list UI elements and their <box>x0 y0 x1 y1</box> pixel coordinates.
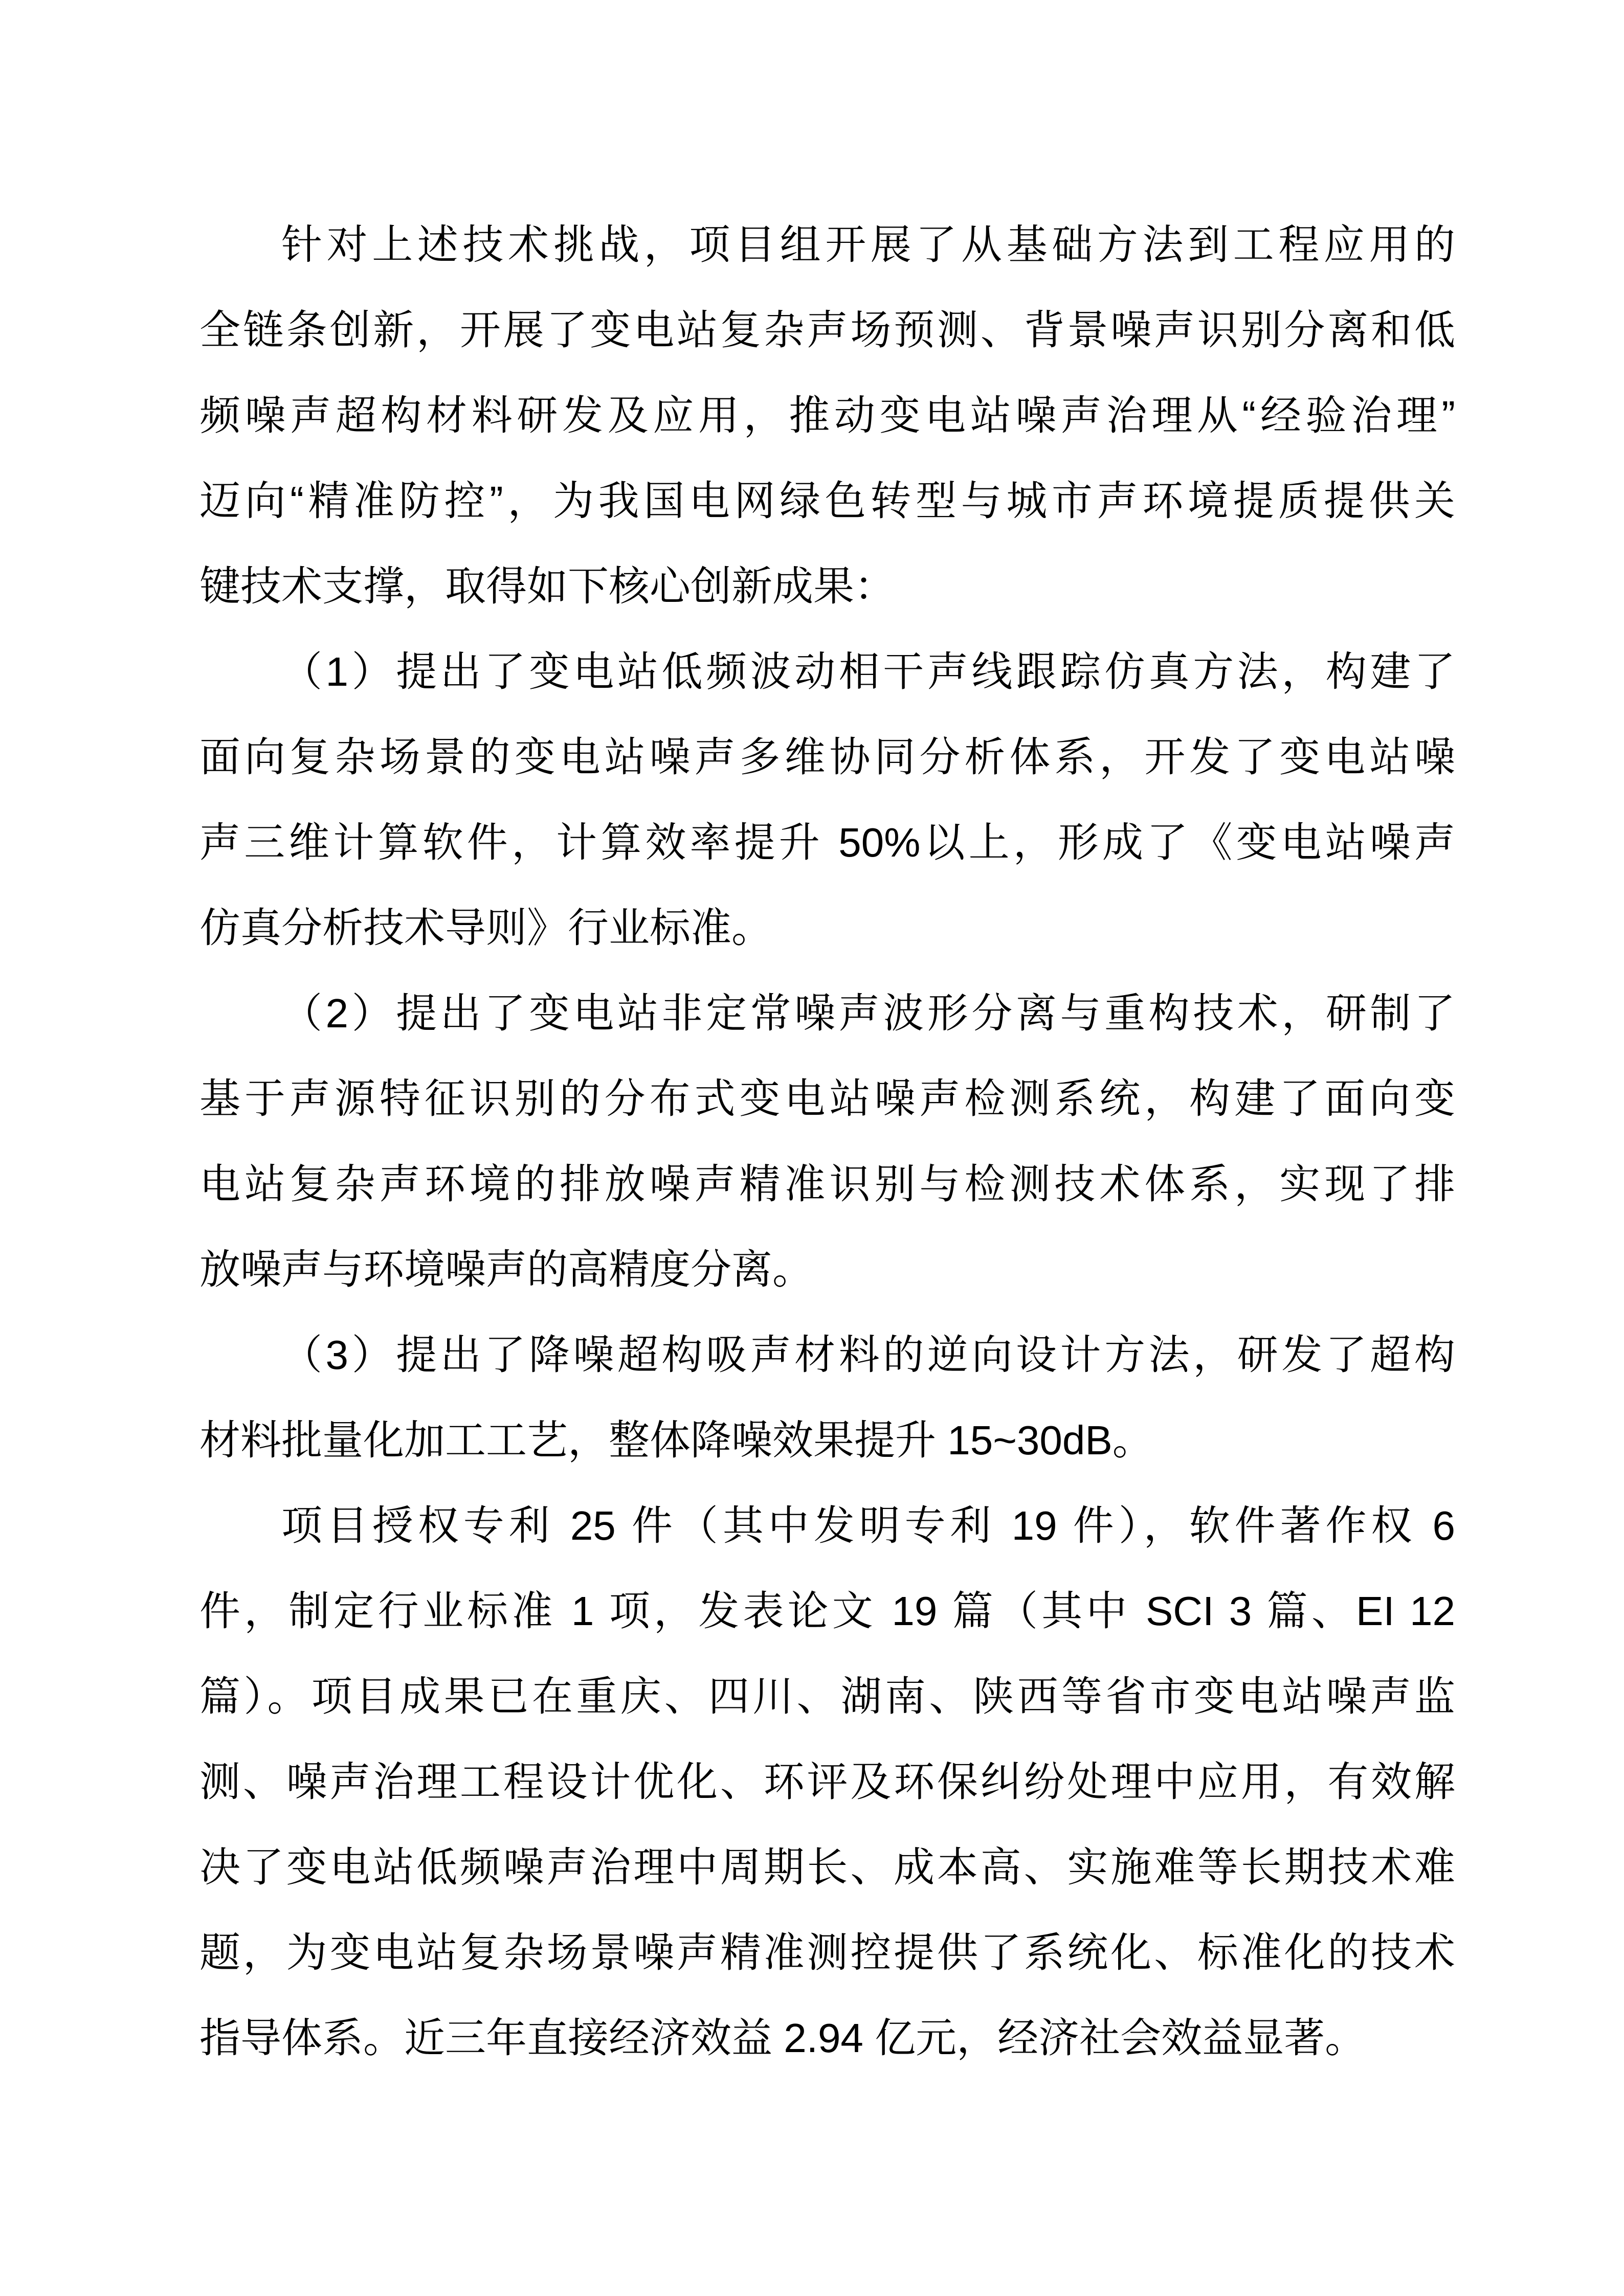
text-line-p3-l3: 电站复杂声环境的排放噪声精准识别与检测技术体系，实现了排 <box>199 1161 1455 1207</box>
text-line-p1-l5: 键技术支撑，取得如下核心创新成果： <box>199 564 895 609</box>
text-line-p2-l4: 仿真分析技术导则》行业标准。 <box>199 905 772 951</box>
text-line-p5-l1: 项目授权专利 25 件（其中发明专利 19 件），软件著作权 6 <box>281 1503 1455 1548</box>
text-line-p5-l7: 指导体系。近三年直接经济效益 2.94 亿元，经济社会效益显著。 <box>199 2015 1366 2061</box>
text-line-p2-l3: 声三维计算软件，计算效率提升 50%以上，形成了《变电站噪声 <box>199 820 1455 865</box>
text-line-p2-l2: 面向复杂场景的变电站噪声多维协同分析体系，开发了变电站噪 <box>199 734 1455 780</box>
text-line-p3-l2: 基于声源特征识别的分布式变电站噪声检测系统，构建了面向变 <box>199 1076 1455 1121</box>
text-line-p3-l1: （2）提出了变电站非定常噪声波形分离与重构技术，研制了 <box>281 991 1455 1036</box>
text-line-p4-l1: （3）提出了降噪超构吸声材料的逆向设计方法，研发了超构 <box>281 1332 1455 1378</box>
text-line-p3-l4: 放噪声与环境噪声的高精度分离。 <box>199 1247 813 1292</box>
text-line-p4-l2: 材料批量化加工工艺，整体降噪效果提升 15~30dB。 <box>199 1417 1153 1463</box>
text-line-p1-l3: 频噪声超构材料研发及应用，推动变电站噪声治理从“经验治理” <box>199 393 1455 438</box>
document-body <box>199 202 1455 2081</box>
text-line-p5-l3: 篇）。项目成果已在重庆、四川、湖南、陕西等省市变电站噪声监 <box>199 1674 1455 1719</box>
text-line-p5-l4: 测、噪声治理工程设计优化、环评及环保纠纷处理中应用，有效解 <box>199 1759 1455 1805</box>
text-line-p2-l1: （1）提出了变电站低频波动相干声线跟踪仿真方法，构建了 <box>281 649 1455 694</box>
text-line-p1-l2: 全链条创新，开展了变电站复杂声场预测、背景噪声识别分离和低 <box>199 307 1455 353</box>
text-line-p5-l6: 题，为变电站复杂场景噪声精准测控提供了系统化、标准化的技术 <box>199 1930 1455 1975</box>
text-line-p1-l1: 针对上述技术挑战，项目组开展了从基础方法到工程应用的 <box>281 222 1455 267</box>
text-line-p5-l2: 件，制定行业标准 1 项，发表论文 19 篇（其中 SCI 3 篇、EI 12 <box>199 1588 1455 1634</box>
text-line-p5-l5: 决了变电站低频噪声治理中周期长、成本高、实施难等长期技术难 <box>199 1844 1455 1890</box>
text-line-p1-l4: 迈向“精准防控”，为我国电网绿色转型与城市声环境提质提供关 <box>199 478 1455 524</box>
